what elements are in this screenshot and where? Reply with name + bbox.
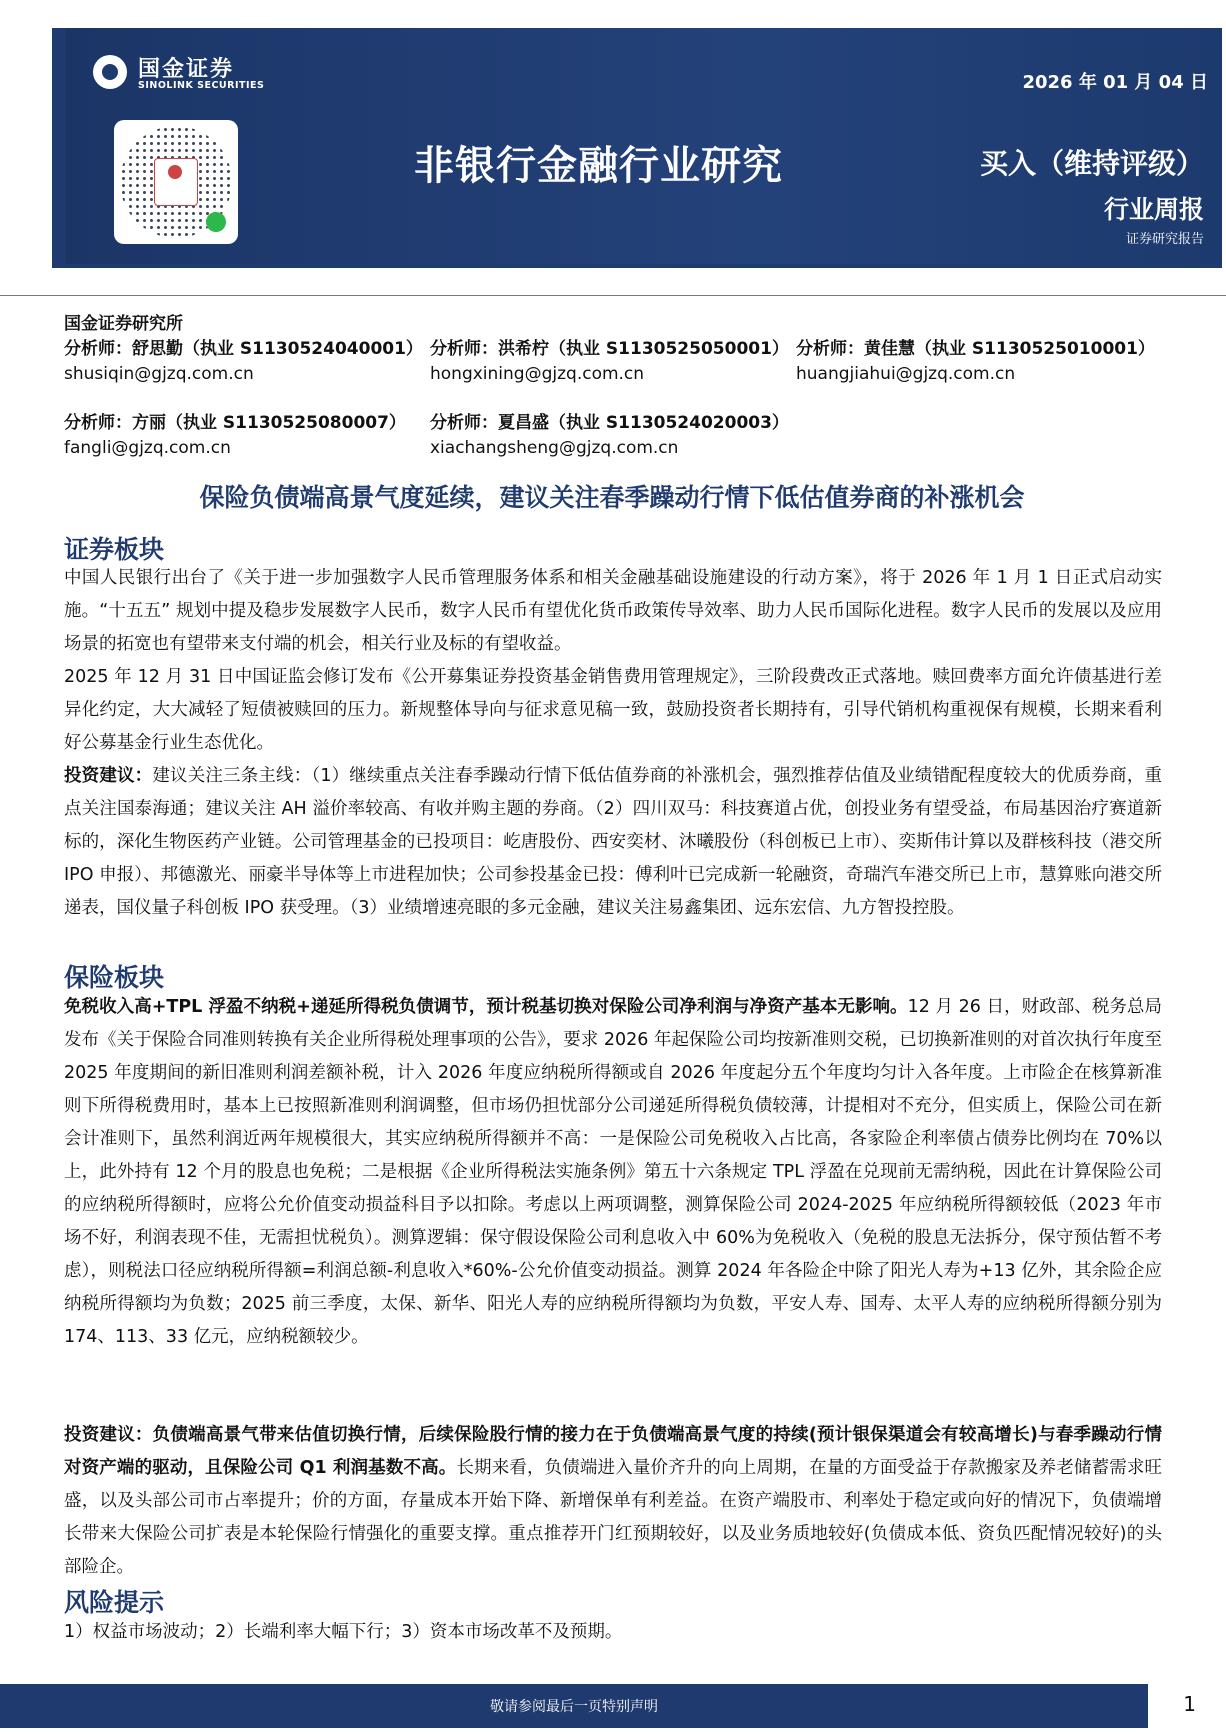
wechat-miniprogram-icon bbox=[206, 212, 226, 232]
paragraph-tax bbox=[64, 991, 1162, 1354]
analyst-email[interactable]: hongxining@gjzq.com.cn bbox=[430, 364, 645, 384]
analyst-1 bbox=[64, 337, 423, 387]
analyst-5 bbox=[430, 411, 789, 461]
analyst-name: 分析师：方丽（执业 S1130525080007） bbox=[64, 413, 406, 433]
logo-en: SINOLINK SECURITIES bbox=[138, 80, 265, 91]
report-type: 行业周报 bbox=[1103, 195, 1204, 224]
analyst-4 bbox=[64, 411, 406, 461]
qr-center-logo-icon bbox=[154, 158, 198, 206]
analyst-name: 分析师：洪希柠（执业 S1130525050001） bbox=[430, 339, 789, 359]
report-headline: 保险负债端高景气度延续，建议关注春季躁动行情下低估值券商的补涨机会 bbox=[199, 483, 1025, 512]
analyst-email[interactable]: fangli@gjzq.com.cn bbox=[64, 438, 231, 458]
logo-cn: 国金证券 bbox=[138, 57, 235, 82]
paragraph: 1）权益市场波动；2）长端利率大幅下行；3）资本市场改革不及预期。 bbox=[64, 1622, 623, 1642]
qr-code-icon[interactable] bbox=[114, 120, 238, 244]
analyst-name: 分析师：舒思勤（执业 S1130524040001） bbox=[64, 339, 423, 359]
paragraph: 2025 年 12 月 31 日中国证监会修订发布《公开募集证券投资基金销售费用管理规定》，三阶段费改正式落地。赎回费率方面允许债基进行差异化约定，大大减轻了短债被赎回的压力。新规整体导向与征求意见稿一致，鼓励投资者长期持有，引导代销机构重视保有规模，长期来看利好公募基金行业生态优化。 bbox=[64, 667, 1162, 753]
paragraph-label: 投资建议： bbox=[64, 766, 153, 786]
sinolink-logo-icon bbox=[93, 55, 127, 89]
analyst-2 bbox=[430, 337, 789, 387]
footer-notice[interactable]: 敬请参阅最后一页特别声明 bbox=[490, 1699, 658, 1715]
paragraph: 中国人民银行出台了《关于进一步加强数字人民币管理服务体系和相关金融基础设施建设的行动方案》，将于 2026 年 1 月 1 日正式启动实施。“十五五” 规划中提及稳步发展数字人民币，数字人民币有望优化货币政策传导效率、助力人民币国际化进程。数字人民币的发展以及应用场景的拓宽也有望带来支付端的机会，相关行业及标的有望收益。 bbox=[64, 568, 1162, 654]
institute-name: 国金证券研究所 bbox=[64, 314, 183, 334]
report-date: 2026 年 01 月 04 日 bbox=[1022, 72, 1208, 93]
page-title: 非银行金融行业研究 bbox=[414, 143, 783, 189]
section-title-insurance: 保险板块 bbox=[64, 963, 165, 992]
page-number: 1 bbox=[1183, 1692, 1196, 1716]
paragraph-body: 长期来看，负债端进入量价齐升的向上周期，在量的方面受益于存款搬家及养老储蓄需求旺盛，以及头部公司市占率提升；价的方面，存量成本开始下降、新增保单有利差益。在资产端股市、利率处于稳定或向好的情况下，负债端增长带来大保险公司扩表是本轮保险行情强化的重要支撑。重点推荐开门红预期较好，以及业务质地较好(负债成本低、资负匹配情况较好)的头部险企。 bbox=[64, 1458, 1162, 1577]
section-title-risk: 风险提示 bbox=[64, 1588, 165, 1617]
analyst-name: 分析师：黄佳慧（执业 S1130525010001） bbox=[796, 339, 1155, 359]
analyst-email[interactable]: xiachangsheng@gjzq.com.cn bbox=[430, 438, 679, 458]
paragraph-lead: 免税收入高+TPL 浮盈不纳税+递延所得税负债调节，预计税基切换对保险公司净利润与净资产基本无影响。 bbox=[64, 997, 908, 1017]
divider bbox=[0, 295, 1226, 296]
paragraph-body: 建议关注三条主线：（1）继续重点关注春季躁动行情下低估值券商的补涨机会，强烈推荐估值及业绩错配程度较大的优质券商，重点关注国泰海通；建议关注 AH 溢价率较高、有收并购主题的券商。（2）四川双马：科技赛道占优，创投业务有望受益，布局基因治疗赛道新标的，深化生物医药产业链。公司管理基金的已投项目：屹唐股份、西安奕材、沐曦股份（科创板已上市）、奕斯伟计算以及群核科技（港交所 IPO 申报）、邦德激光、丽豪半导体等上市进程加快；公司参投基金已投：傅利叶已完成新一轮融资，奇瑞汽车港交所已上市，慧算账向港交所递表，国仪量子科创板 IPO 获受理。（3）业绩增速亮眼的多元金融，建议关注易鑫集团、远东宏信、九方智投控股。 bbox=[64, 766, 1162, 918]
paragraph-investment-advice bbox=[64, 760, 1162, 925]
paragraph-lead: 投资建议：负债端高景气带来估值切换行情，后续保险股行情的接力在于负债端高景气度的持续(预计银保渠道会有较高增长)与春季躁动行情对资产端的驱动，且保险公司 Q1 利润基数不高。 bbox=[64, 1425, 1162, 1478]
analyst-email[interactable]: shusiqin@gjzq.com.cn bbox=[64, 364, 254, 384]
section-title-securities: 证券板块 bbox=[64, 535, 165, 564]
paragraph-investment-advice-insurance bbox=[64, 1419, 1162, 1584]
analyst-email[interactable]: huangjiahui@gjzq.com.cn bbox=[796, 364, 1016, 384]
analyst-3 bbox=[796, 337, 1155, 387]
analyst-name: 分析师：夏昌盛（执业 S1130524020003） bbox=[430, 413, 789, 433]
rating: 买入（维持评级） bbox=[979, 147, 1204, 180]
analyst-block bbox=[64, 312, 1214, 458]
paragraph-body: 12 月 26 日，财政部、税务总局发布《关于保险合同准则转换有关企业所得税处理事项的公告》，要求 2026 年起保险公司均按新准则交税，已切换新准则的对首次执行年度至 2025 年度期间的新旧准则利润差额补税，计入 2026 年度应纳税所得额或自 2026 年度起分五个年度均匀计入各年度。上市险企在核算新准则下所得税费用时，基本上已按照新准则利润调整，但市场仍担忧部分公司递延所得税负债较薄，计提相对不充分，但实质上，保险公司在新会计准则下，虽然利润近两年规模很大，其实应纳税所得额并不高：一是保险公司免税收入占比高，各家险企利率债占债券比例均在 70%以上，此外持有 12 个月的股息也免税；二是根据《企业所得税法实施条例》第五十六条规定 TPL 浮盈在兑现前无需纳税，因此在计算保险公司的应纳税所得额时，应将公允价值变动损益科目予以扣除。考虑以上两项调整，测算保险公司 2024-2025 年应纳税所得额较低（2023 年市场不好，利润表现不佳，无需担忧税负）。测算逻辑：保守假设保险公司利息收入中 60%为免税收入（免税的股息无法拆分，保守预估暂不考虑），则税法口径应纳税所得额=利润总额-利息收入*60%-公允价值变动损益。测算 2024 年各险企中除了阳光人寿为+13 亿外，其余险企应纳税所得额均为负数；2025 前三季度，太保、新华、阳光人寿的应纳税所得额均为负数，平安人寿、国寿、太平人寿的应纳税所得额分别为 174、113、33 亿元，应纳税额较少。 bbox=[64, 997, 1162, 1347]
report-subtype: 证券研究报告 bbox=[1125, 232, 1204, 247]
